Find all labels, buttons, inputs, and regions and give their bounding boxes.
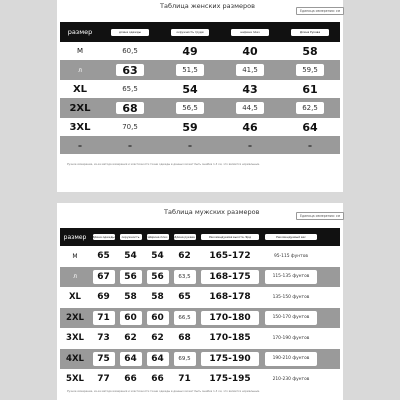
women-cell-chest: 54 (176, 83, 204, 95)
men-row (60, 246, 340, 267)
men-header-row (60, 228, 340, 246)
women-size-label: 2XL (69, 102, 91, 114)
men-cell-height: 168-178 (201, 290, 259, 304)
men-cell-chest: 66 (120, 372, 142, 386)
women-cell-chest: 51,5 (176, 64, 204, 76)
men-row (60, 287, 340, 308)
men-size-label: 2XL (66, 312, 84, 323)
women-cell-shoulder: – (248, 140, 252, 150)
women-size-label: л (78, 66, 82, 74)
men-cell-height: 170-185 (201, 331, 259, 345)
women-cell-shoulder: 43 (236, 83, 264, 95)
men-cell-sleeve: 63,5 (174, 270, 196, 284)
men-row (60, 369, 340, 390)
men-cell-shoulder: 64 (147, 352, 169, 366)
women-cell-sleeve: 59,5 (296, 64, 324, 76)
men-cell-shoulder: 56 (147, 270, 169, 284)
men-header-shoulder: Ширина плеч (147, 235, 168, 239)
men-cell-height: 175-195 (201, 372, 259, 386)
men-cell-shoulder: 54 (147, 249, 169, 263)
men-row (60, 349, 340, 370)
men-cell-height: 175-190 (201, 352, 259, 366)
men-cell-height: 170-180 (201, 311, 259, 325)
men-cell-length: 73 (93, 331, 115, 345)
women-size-label: 3XL (69, 121, 91, 133)
women-cell-length: 63 (116, 64, 144, 76)
men-size-label: 5XL (66, 374, 84, 385)
men-cell-shoulder: 62 (147, 331, 169, 345)
men-row (60, 267, 340, 288)
men-header-sleeve: Длина рукава (174, 235, 195, 239)
women-row-empty (60, 136, 340, 154)
women-size-label: XL (72, 83, 88, 95)
men-cell-chest: 60 (120, 311, 142, 325)
men-cell-weight: 135-150 фунтов (265, 290, 317, 304)
men-size-label: XL (69, 292, 81, 303)
women-cell-shoulder: 41,5 (236, 64, 264, 76)
women-header-row (60, 22, 340, 42)
men-size-label: M (72, 252, 78, 260)
women-cell-sleeve: 61 (296, 83, 324, 95)
women-cell-sleeve: – (308, 140, 312, 150)
men-header-height: Рекомендуемая высота, Ярд (201, 234, 259, 240)
men-size-label: л (73, 273, 77, 281)
men-cell-length: 67 (93, 270, 115, 284)
men-size-sheet (57, 203, 343, 400)
women-cell-length: 65,5 (116, 83, 144, 95)
men-cell-chest: 62 (120, 331, 142, 345)
men-cell-length: 71 (93, 311, 115, 325)
men-header-weight: Рекомендуемый вес (265, 234, 317, 240)
men-cell-weight: 170-190 фунтов (265, 331, 317, 345)
men-cell-weight: 115-135 фунтов (265, 270, 317, 284)
men-row (60, 328, 340, 349)
men-cell-sleeve: 65 (174, 290, 196, 304)
men-cell-weight: 210-230 фунтов (265, 372, 317, 386)
men-cell-sleeve: 66,5 (174, 311, 196, 325)
women-cell-sleeve: 62,5 (296, 102, 324, 114)
women-header-sleeve: Длина Рукава (291, 29, 329, 36)
women-cell-length: 70,5 (116, 121, 144, 133)
men-cell-length: 77 (93, 372, 115, 386)
men-cell-height: 168-175 (201, 270, 259, 284)
men-cell-sleeve: 69,5 (174, 352, 196, 366)
women-cell-chest: 59 (176, 121, 204, 133)
women-cell-sleeve: 58 (296, 45, 324, 57)
men-cell-length: 75 (93, 352, 115, 366)
men-cell-length: 69 (93, 290, 115, 304)
men-cell-shoulder: 66 (147, 372, 169, 386)
women-size-label: M (76, 47, 84, 55)
women-cell-shoulder: 40 (236, 45, 264, 57)
men-cell-shoulder: 60 (147, 311, 169, 325)
men-cell-chest: 54 (120, 249, 142, 263)
men-cell-height: 165-172 (201, 249, 259, 263)
men-size-label: 4XL (66, 353, 84, 364)
men-table-title: Таблица мужских размеров (164, 208, 260, 216)
women-cell-sleeve: 64 (296, 121, 324, 133)
women-cell-chest: 56,5 (176, 102, 204, 114)
women-size-sheet (57, 0, 343, 192)
women-cell-shoulder: 44,5 (236, 102, 264, 114)
women-header-size: размер (67, 28, 93, 36)
women-cell-shoulder: 46 (236, 121, 264, 133)
men-cell-sleeve: 62 (174, 249, 196, 263)
men-cell-weight: 150-170 фунтов (265, 311, 317, 325)
women-cell-chest: 49 (176, 45, 204, 57)
men-header-length: Длина одежды (92, 235, 115, 239)
men-footnote: Ручное измерение, из-за метода измерения и эластичности ткани одежды в данных может быть ошибка 1-3 см, что является нормальным. (67, 390, 261, 393)
women-row-m (60, 42, 340, 60)
men-cell-chest: 56 (120, 270, 142, 284)
women-header-shoulder: ширина плеч (231, 29, 269, 36)
men-cell-sleeve: 68 (174, 331, 196, 345)
women-size-label: – (78, 140, 82, 150)
men-cell-chest: 58 (120, 290, 142, 304)
women-cell-length: 68 (116, 102, 144, 114)
women-cell-length: – (128, 140, 132, 150)
men-cell-sleeve: 71 (174, 372, 196, 386)
women-row-l (60, 60, 340, 80)
men-size-label: 3XL (66, 333, 84, 344)
women-footnote: Ручное измерение, из-за метода измерения и эластичности ткани одежды в данных может быть ошибка 1-3 см, что является нормальным. (67, 163, 261, 166)
men-unit-badge: Единица измерения: см (296, 212, 344, 220)
women-header-length: длина одежды (111, 29, 149, 36)
women-row-xl (60, 80, 340, 98)
men-cell-weight: 95-115 фунтов (265, 249, 317, 263)
men-cell-chest: 64 (120, 352, 142, 366)
women-row-2xl (60, 98, 340, 118)
men-header-size: размер (63, 233, 87, 241)
women-header-chest: окружность груди (171, 29, 209, 36)
men-cell-length: 65 (93, 249, 115, 263)
men-cell-shoulder: 58 (147, 290, 169, 304)
women-cell-length: 60,5 (116, 45, 144, 57)
women-table-title: Таблица женских размеров (160, 2, 255, 10)
men-cell-weight: 190-210 фунтов (265, 352, 317, 366)
men-header-chest: окружность (120, 234, 142, 240)
women-cell-chest: – (188, 140, 192, 150)
women-row-3xl (60, 118, 340, 136)
men-row (60, 308, 340, 329)
women-unit-badge: Единица измерения: см (296, 7, 344, 15)
